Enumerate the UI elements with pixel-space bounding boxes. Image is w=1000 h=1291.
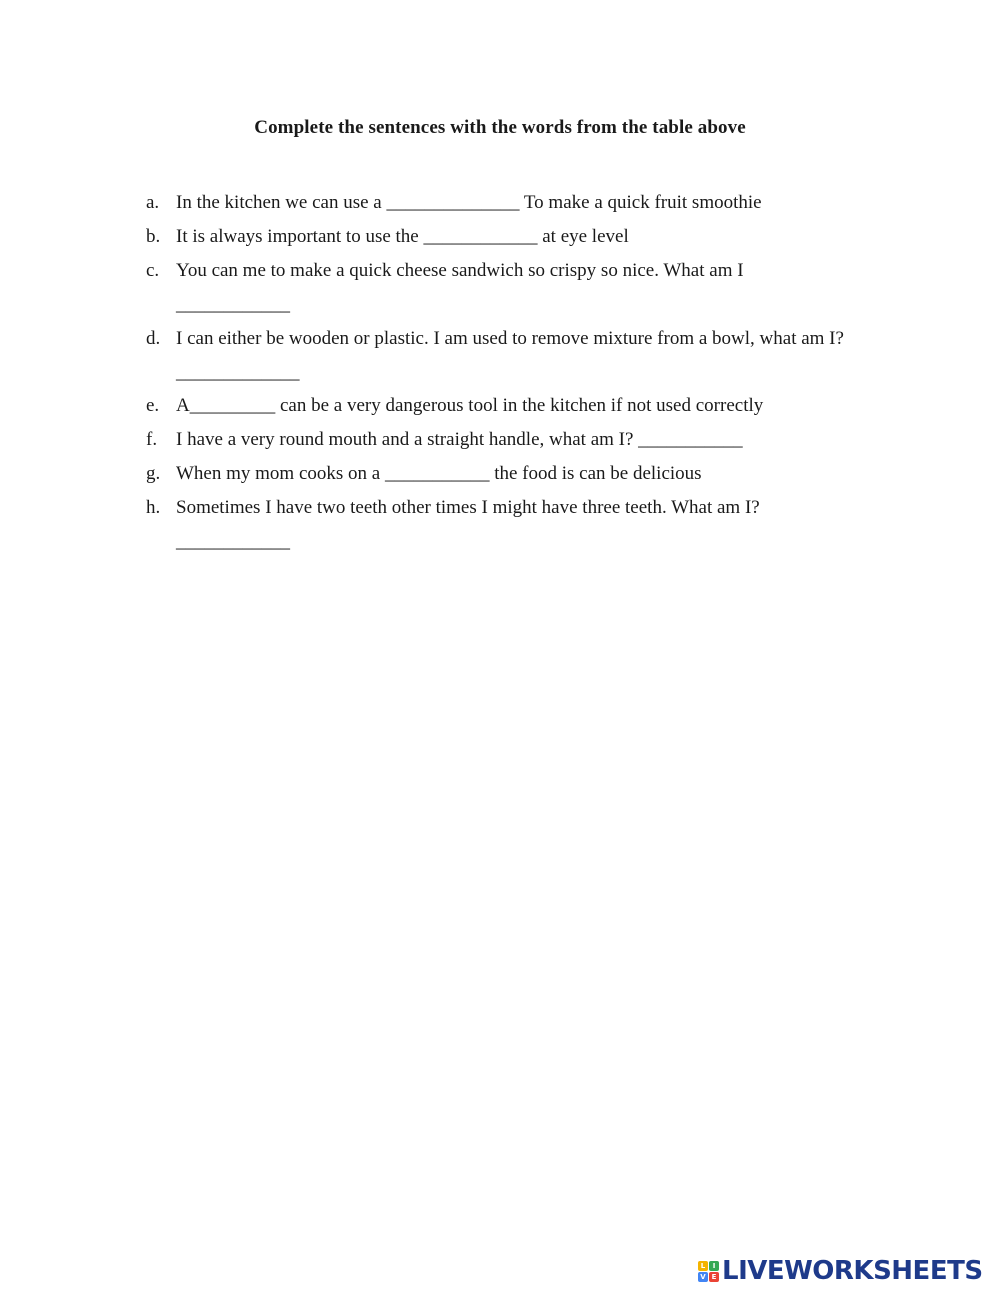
answer-blank-h: ____________: [176, 531, 290, 552]
answer-blank-d: _____________: [176, 362, 300, 383]
list-marker: c.: [146, 260, 160, 281]
sentence-d: [146, 322, 844, 356]
answer-blank-c: ____________: [176, 294, 290, 315]
logo-letter-e: E: [709, 1272, 719, 1282]
list-marker: d.: [146, 328, 161, 349]
sentence-text: I can either be wooden or plastic. I am used to remove mixture from a bowl, what am I?: [176, 328, 844, 349]
logo-mark-icon: [698, 1261, 719, 1282]
list-marker: b.: [146, 226, 161, 247]
sentence-f: [146, 423, 743, 457]
list-marker: f.: [146, 429, 158, 450]
list-marker: e.: [146, 395, 160, 416]
list-marker: g.: [146, 463, 161, 484]
sentence-e: [146, 389, 763, 423]
sentence-text: It is always important to use the ____________ at eye level: [176, 226, 629, 247]
sentence-text: I have a very round mouth and a straight handle, what am I? ___________: [176, 429, 743, 450]
liveworksheets-logo: [698, 1254, 983, 1288]
sentence-text: When my mom cooks on a ___________ the food is can be delicious: [176, 463, 702, 484]
logo-wordmark: LIVEWORKSHEETS: [722, 1256, 983, 1286]
sentence-text: You can me to make a quick cheese sandwich so crispy so nice. What am I: [176, 260, 744, 281]
sentence-b: [146, 220, 629, 254]
sentence-text: Sometimes I have two teeth other times I might have three teeth. What am I?: [176, 497, 760, 518]
sentence-c: [146, 254, 744, 288]
logo-letter-l: L: [698, 1261, 708, 1271]
sentence-text: A_________ can be a very dangerous tool in the kitchen if not used correctly: [176, 395, 764, 416]
sentence-g: [146, 457, 702, 491]
logo-letter-i: I: [709, 1261, 719, 1271]
list-marker: h.: [146, 497, 161, 518]
sentence-a: [146, 186, 762, 220]
sentence-h: [146, 491, 760, 525]
worksheet-title: Complete the sentences with the words from the table above: [254, 117, 746, 138]
sentence-text: In the kitchen we can use a ______________ To make a quick fruit smoothie: [176, 192, 762, 213]
logo-letter-v: V: [698, 1272, 708, 1282]
list-marker: a.: [146, 192, 160, 213]
